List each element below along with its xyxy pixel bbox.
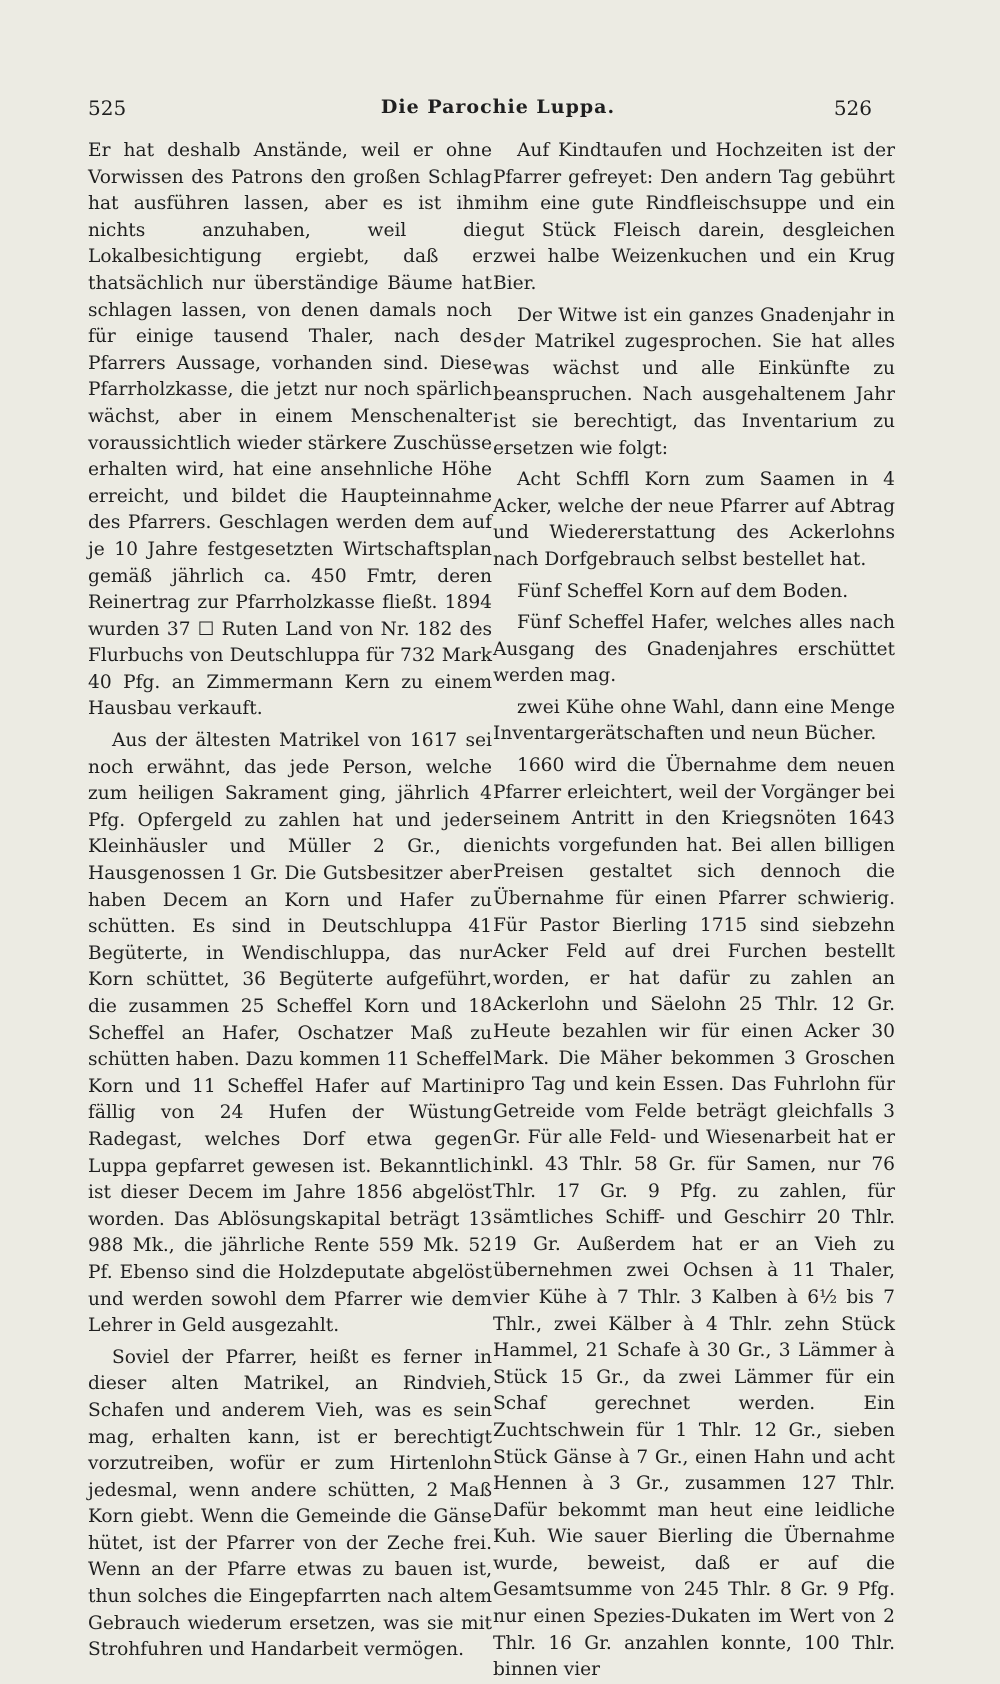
left-column	[88, 138, 492, 1664]
paragraph: Aus der ältesten Matrikel von 1617 sei noch erwähnt, das jede Person, welche zum heiligen Sakrament ging, jährlich 4 Pfg. Opfergeld zu zahlen hat und jeder Kleinhäusler und Müller 2 Gr., die Hausgenossen 1 Gr. Die Gutsbesitzer aber haben Decem an Korn und Hafer zu schütten. Es sind in Deutschluppa 41 Begüterte, in Wendischluppa, das nur Korn schüttet, 36 Begüterte aufgeführt, die zusammen 25 Scheffel Korn und 18 Scheffel an Hafer, Oschatzer Maß zu schütten haben. Dazu kommen 11 Scheffel Korn und 11 Scheffel Hafer auf Martini fällig von 24 Hufen der Wüstung Radegast, welches Dorf etwa gegen Luppa gepfarret gewesen ist. Bekanntlich ist dieser Decem im Jahre 1856 abgelöst worden. Das Ablösungskapital beträgt 13 988 Mk., die jährliche Rente 559 Mk. 52 Pf. Ebenso sind die Holzdeputate abgelöst und werden sowohl dem Pfarrer wie dem Lehrer in Geld ausgezahlt.	[88, 730, 492, 1337]
paragraph: 1660 wird die Übernahme dem neuen Pfarrer erleichtert, weil der Vorgänger bei seinem Antritt in den Kriegsnöten 1643 nichts vorgefunden hat. Bei allen billigen Preisen gestaltet sich dennoch die Übernahme für einen Pfarrer schwierig. Für Pastor Bierling 1715 sind siebzehn Acker Feld auf drei Furchen bestellt worden, er hat dafür zu zahlen an Ackerlohn und Säelohn 25 Thlr. 12 Gr. Heute bezahlen wir für einen Acker 30 Mark. Die Mäher bekommen 3 Groschen pro Tag und kein Essen. Das Fuhrlohn für Getreide vom Felde beträgt gleichfalls 3 Gr. Für alle Feld- und Wiesenarbeit hat er inkl. 43 Thlr. 58 Gr. für Samen, nur 76 Thlr. 17 Gr. 9 Pfg. zu zahlen, für sämtliches Schiff- und Geschirr 20 Thlr. 19 Gr. Außerdem hat er an Vieh zu übernehmen zwei Ochsen à 11 Thaler, vier Kühe à 7 Thlr. 3 Kalben à 6½ bis 7 Thlr., zwei Kälber à 4 Thlr. zehn Stück Hammel, 21 Schafe à 30 Gr., 3 Lämmer à Stück 15 Gr., da zwei Lämmer für ein Schaf gerechnet werden. Ein Zuchtschwein für 1 Thlr. 12 Gr., sieben Stück Gänse à 7 Gr., einen Hahn und acht Hennen à 3 Gr., zusammen 127 Thlr. Dafür bekommt man heut eine leidliche Kuh. Wie sauer Bierling die Übernahme wurde, beweist, daß er auf die Gesamtsumme von 245 Thlr. 8 Gr. 9 Pfg. nur einen Spezies-Dukaten im Wert von 2 Thlr. 16 Gr. anzahlen konnte, 100 Thlr. binnen vier	[493, 755, 895, 1681]
right-column	[493, 138, 895, 1684]
running-title: Die Parochie Luppa.	[380, 96, 616, 118]
paragraph: Er hat deshalb Anstände, weil er ohne Vorwissen des Patrons den großen Schlag hat ausführen lassen, aber es ist ihm nichts anzuhaben, weil die Lokalbesichtigung ergiebt, daß er thatsächlich nur überständige Bäume hat schlagen lassen, von denen damals noch für einige tausend Thaler, nach des Pfarrers Aussage, vorhanden sind. Diese Pfarrholzkasse, die jetzt nur noch spärlich wächst, aber in einem Menschenalter voraussichtlich wieder stärkere Zuschüsse erhalten wird, hat eine ansehnliche Höhe erreicht, und bildet die Haupteinnahme des Pfarrers. Geschlagen werden dem auf je 10 Jahre festgesetzten Wirtschaftsplan gemäß jährlich ca. 450 Fmtr, deren Reinertrag zur Pfarrholzkasse fließt. 1894 wurden 37 ☐ Ruten Land von Nr. 182 des Flurbuchs von Deutschluppa für 732 Mark 40 Pfg. an Zimmermann Kern zu einem Hausbau verkauft.	[88, 140, 492, 720]
paragraph: Der Witwe ist ein ganzes Gnadenjahr in der Matrikel zugesprochen. Sie hat alles was wächst und alle Einkünfte zu beanspruchen. Nach ausgehaltenem Jahr ist sie berechtigt, das Inventarium zu ersetzen wie folgt:	[493, 304, 895, 459]
page-number-right: 526	[833, 96, 872, 120]
page-number-left: 525	[88, 96, 127, 120]
page-header	[88, 96, 908, 130]
paragraph: Fünf Scheffel Korn auf dem Boden.	[517, 580, 849, 602]
paragraph: Auf Kindtaufen und Hochzeiten ist der Pfarrer gefreyet: Den andern Tag gebührt ihm eine gute Rindfleischsuppe und ein gut Stück Fleisch darein, desgleichen zwei halbe Weizenkuchen und ein Krug Bier.	[493, 140, 895, 294]
paragraph: Soviel der Pfarrer, heißt es ferner in dieser alten Matrikel, an Rindvieh, Schafen und anderem Vieh, was es sein mag, erhalten kann, ist er berechtigt vorzutreiben, wofür er zum Hirtenlohn jedesmal, wenn andere schütten, 2 Maß Korn giebt. Wenn die Gemeinde die Gänse hütet, ist der Pfarrer von der Zeche frei. Wenn an der Pfarre etwas zu bauen ist, thun solches die Eingepfarrten nach altem Gebrauch wiederum ersetzen, was sie mit Strohfuhren und Handarbeit vermögen.	[88, 1346, 492, 1661]
paragraph: Acht Schffl Korn zum Saamen in 4 Acker, welche der neue Pfarrer auf Abtrag und Wiedererstattung des Ackerlohns nach Dorfgebrauch selbst bestellet hat.	[493, 469, 895, 570]
paragraph: Fünf Scheffel Hafer, welches alles nach Ausgang des Gnadenjahres erschüttet werden mag.	[493, 612, 895, 687]
paragraph: zwei Kühe ohne Wahl, dann eine Menge Inventargerätschaften und neun Bücher.	[493, 696, 895, 745]
